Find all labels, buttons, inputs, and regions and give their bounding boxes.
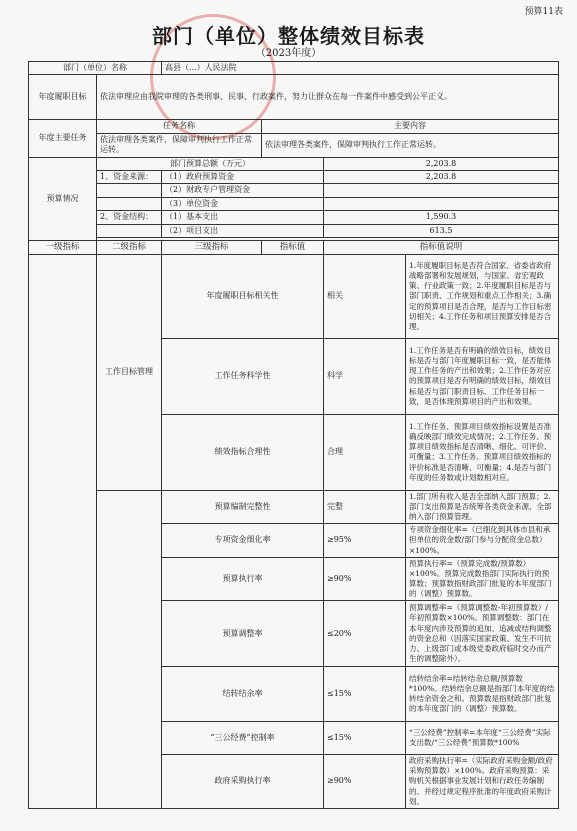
indicator-name: 结转结余率 — [162, 667, 324, 722]
indicator-name: 工作任务科学性 — [162, 338, 324, 414]
source-label: 1、资金来源： — [97, 170, 162, 183]
performance-table — [28, 61, 559, 809]
indicator-name: 预算调整率 — [162, 601, 324, 667]
page-number: 预算11表 — [524, 7, 563, 17]
page-title: 部门（单位）整体绩效目标表 — [152, 24, 425, 48]
source-value — [324, 184, 559, 197]
indicator-value: ≤15% — [324, 722, 406, 755]
header-level3: 三级指标 — [162, 240, 262, 254]
structure-label: 2、资金结构： — [97, 211, 162, 224]
indicator-value: ≥90% — [324, 557, 406, 601]
indicator-desc: 结转结余率=结转结余总额/预算数*100%。结转结余总额是指部门本年度的结转结余资金之和。预算数是指财政部门批复的本年度部门的（调整）预算数。 — [406, 667, 559, 722]
structure-value: 613.5 — [324, 224, 559, 237]
indicator-name: 预算编制完整性 — [162, 490, 324, 523]
indicator-name: 预算执行率 — [162, 557, 324, 601]
indicator-value: ≤15% — [324, 667, 406, 722]
budget-total-value: 2,203.8 — [324, 157, 559, 170]
indicator-value: 完整 — [324, 490, 406, 523]
budget-label: 预算情况 — [29, 157, 97, 240]
indicator-desc: 政府采购执行率=（实际政府采购金额/政府采购预算数）×100%。政府采购预算：采购机关根据事业发展计划和行政任务编制的、并经过规定程序批准的年度政府采购计划。 — [406, 755, 559, 809]
header-level2: 二级指标 — [97, 240, 162, 254]
task-content-header: 主要内容 — [262, 120, 559, 133]
group2-label: 工作目标管理 — [97, 254, 162, 490]
indicator-desc: 专项资金细化率=（已细化到具体市县和承担单位的资金数/部门参与分配资金总数）×100%。 — [406, 524, 559, 557]
source-name: （1）政府预算资金 — [162, 170, 324, 183]
header-value: 指标值 — [262, 240, 324, 254]
indicator-desc: 1.部门所有收入是否全部纳入部门预算；2.部门支出预算是否统筹各类资金来源，全部纳入部门预算管理。 — [406, 490, 559, 523]
indicator-desc: 1.工作任务是否有明确的绩效目标，绩效目标是否与部门年度履职目标一致，是否能体现工作任务的产出和效果；2.工作任务对应的预算项目是否有明确的绩效目标，绩效目标是否与部门职责目标、工作任务目标一致，是否体现预算项目的产出和效果。 — [406, 338, 559, 414]
indicator-name: 绩效指标合理性 — [162, 414, 324, 490]
task-name: 依法审理各类案件，保障审判执行工作正常运转。 — [97, 133, 262, 157]
indicator-value: ≥90% — [324, 755, 406, 809]
indicator-value: ≤20% — [324, 601, 406, 667]
structure-name: （1）基本支出 — [162, 211, 324, 224]
indicator-value: 相关 — [324, 254, 406, 338]
indicator-desc: 1.工作任务、预算项目绩效指标设置是否准确反映部门绩效完成情况；2.工作任务、预算项目绩效指标是否清晰、细化、可评价、可衡量；3.工作任务、预算项目绩效指标的评价标准是否清晰、可衡量；4.是否与部门年度的任务数或计划数相对应。 — [406, 414, 559, 490]
indicator-value: ≥95% — [324, 524, 406, 557]
task-content: 依法审理各类案件，保障审判执行工作正常运转。 — [262, 133, 559, 157]
indicator-name: 年度履职目标相关性 — [162, 254, 324, 338]
source-value — [324, 197, 559, 210]
indicator-desc: “三公经费”控制率=本年度“三公经费”实际支出数/“三公经费”预算数*100% — [406, 722, 559, 755]
indicator-value: 科学 — [324, 338, 406, 414]
indicator-name: 专项资金细化率 — [162, 524, 324, 557]
source-name: （3）单位资金 — [162, 197, 324, 210]
source-value: 2,203.8 — [324, 170, 559, 183]
budget-total-label: 部门预算总额（万元） — [97, 157, 324, 170]
indicator-desc: 预算调整率=（预算调整数-年初预算数）/年初预算数×100%。预算调整数：部门在本年度内涉及预算的追加、追减或结构调整的资金总和（因落实国家政策、发生不可抗力、上级部门或本级党委政府临时交办而产生的调整除外）。 — [406, 601, 559, 667]
annual-goal-value: 依法审理应由我院审理的各类刑事、民事、行政案件，努力让群众在每一件案件中感受到公平正义。 — [97, 75, 559, 120]
structure-name: （2）项目支出 — [162, 224, 324, 237]
structure-value: 1,590.3 — [324, 211, 559, 224]
year-label: （2023年度） — [255, 48, 322, 59]
dept-value: 高县（...）人民法院 — [162, 62, 559, 75]
indicator-desc: 预算执行率=（预算完成数/预算数）×100%。预算完成数指部门实际执行的预算数；预算数指财政部门批复的本年度部门的（调整）预算数。 — [406, 557, 559, 601]
source-name: （2）财政专户管理资金 — [162, 184, 324, 197]
dept-label: 部门（单位）名称 — [29, 62, 162, 75]
indicator-desc: 1.年度履职目标是否符合国家、省委省政府战略部署和发展规划，与国家、省宏观政策、行业政策一致；2.年度履职目标是否与部门职责、工作规划和重点工作相关；3.确定的预算项目是否合理，是否与工作目标密切相关；4.工作任务和项目预算安排是否合理。 — [406, 254, 559, 338]
annual-goal-label: 年度履职目标 — [29, 75, 97, 120]
indicator-name: “三公经费”控制率 — [162, 722, 324, 755]
indicator-name: 政府采购执行率 — [162, 755, 324, 809]
header-level1: 一级指标 — [29, 240, 97, 254]
indicator-value: 合理 — [324, 414, 406, 490]
header-desc: 指标值说明 — [324, 240, 559, 254]
task-name-header: 任务名称 — [97, 120, 262, 133]
main-tasks-label: 年度主要任务 — [29, 120, 97, 157]
